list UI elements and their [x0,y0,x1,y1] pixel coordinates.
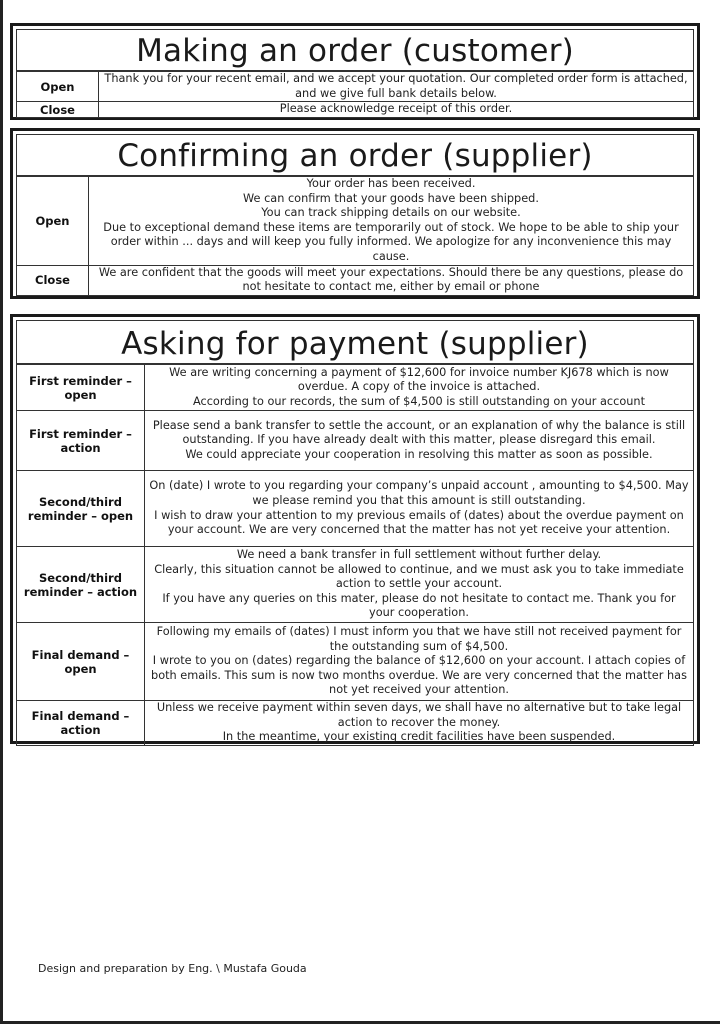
section-title: Asking for payment (supplier) [16,320,694,364]
text-line: According to our records, the sum of $4,500 is still outstanding on your account [192,394,646,408]
text-line: We need a bank transfer in full settlement without further delay. [236,548,602,562]
table-row [17,701,694,746]
text-line: If you have any queries on this mater, please do not hesitate to contact me. Thank you for your cooperation. [162,591,676,620]
row-text [145,365,694,411]
row-label: First reminder – open [17,365,145,411]
row-label: Second/third reminder – open [17,471,145,547]
table-row [17,72,694,102]
row-text: Thank you for your recent email, and we accept your quotation. Our completed order form is attached, and we give full bank details below. [99,72,694,102]
row-label: Open [17,72,99,102]
section-title: Confirming an order (supplier) [16,134,694,176]
text-line: I wish to draw your attention to my previous emails of (dates) about the overdue payment on your account. We are very concerned that the matter has not yet receive your attention. [154,508,684,537]
section-making-order [10,23,700,120]
table-row [17,177,694,266]
table-row [17,102,694,118]
table-row [17,411,694,471]
row-label: Open [17,177,89,266]
row-label: First reminder – action [17,411,145,471]
phrases-table [16,176,694,296]
text-line: Following my emails of (dates) I must inform you that we have still not received payment for the outstanding sum of $4,500. [156,625,682,653]
text-line: You can track shipping details on our website. [261,206,521,220]
table-row [17,471,694,547]
section-title: Making an order (customer) [16,29,694,71]
row-label: Final demand – open [17,623,145,701]
text-line: Due to exceptional demand these items are temporarily out of stock. We hope to be able to ship your order within ... days and will keep you fully informed. We apologize for any inconvenience this may cause. [103,220,679,263]
row-label: Final demand – action [17,701,145,746]
row-label: Second/third reminder – action [17,547,145,623]
row-text [145,623,694,701]
row-label: Close [17,265,89,295]
section-asking-payment [10,314,700,744]
text-line: On (date) I wrote to you regarding your company’s unpaid account , amounting to $4,500. May we please remind you that this amount is still outstanding. [149,479,689,507]
table-row [17,623,694,701]
table-row [17,547,694,623]
text-line: I wrote to you on (dates) regarding the balance of $12,600 on your account. I attach copies of both emails. This sum is now two months overdue. We are very concerned that the matter has not yet received your attention. [151,654,687,697]
text-line: Clearly, this situation cannot be allowed to continue, and we must ask you to take immediate action to settle your account. [154,562,684,591]
row-text: Please acknowledge receipt of this order. [99,102,694,118]
table-row [17,265,694,295]
row-text [145,547,694,623]
footer-credit: Design and preparation by Eng. \ Mustafa Gouda [38,962,307,975]
row-text [145,701,694,746]
row-label: Close [17,102,99,118]
text-line: Unless we receive payment within seven days, we shall have no alternative but to take legal action to recover the money. [156,701,682,729]
row-text [145,471,694,547]
table-row [17,365,694,411]
text-line: Your order has been received. [306,177,476,190]
row-text: We are confident that the goods will meet your expectations. Should there be any questions, please do not hesitate to contact me, either by email or phone [89,265,694,295]
text-line: We can confirm that your goods have been shipped. [243,191,539,205]
row-text [89,177,694,266]
phrases-table [16,364,694,746]
text-line: Please send a bank transfer to settle the account, or an explanation of why the balance is still outstanding. If you have already dealt with this matter, please disregard this email. [152,418,686,447]
phrases-table [16,71,694,118]
text-line: We could appreciate your cooperation in resolving this matter as soon as possible. [185,447,653,461]
page-left-border [0,0,3,1024]
section-confirming-order [10,128,700,299]
text-line: We are writing concerning a payment of $12,600 for invoice number KJ678 which is now overdue. A copy of the invoice is attached. [169,365,669,394]
text-line: In the meantime, your existing credit facilities have been suspended. [222,730,616,744]
row-text [145,411,694,471]
